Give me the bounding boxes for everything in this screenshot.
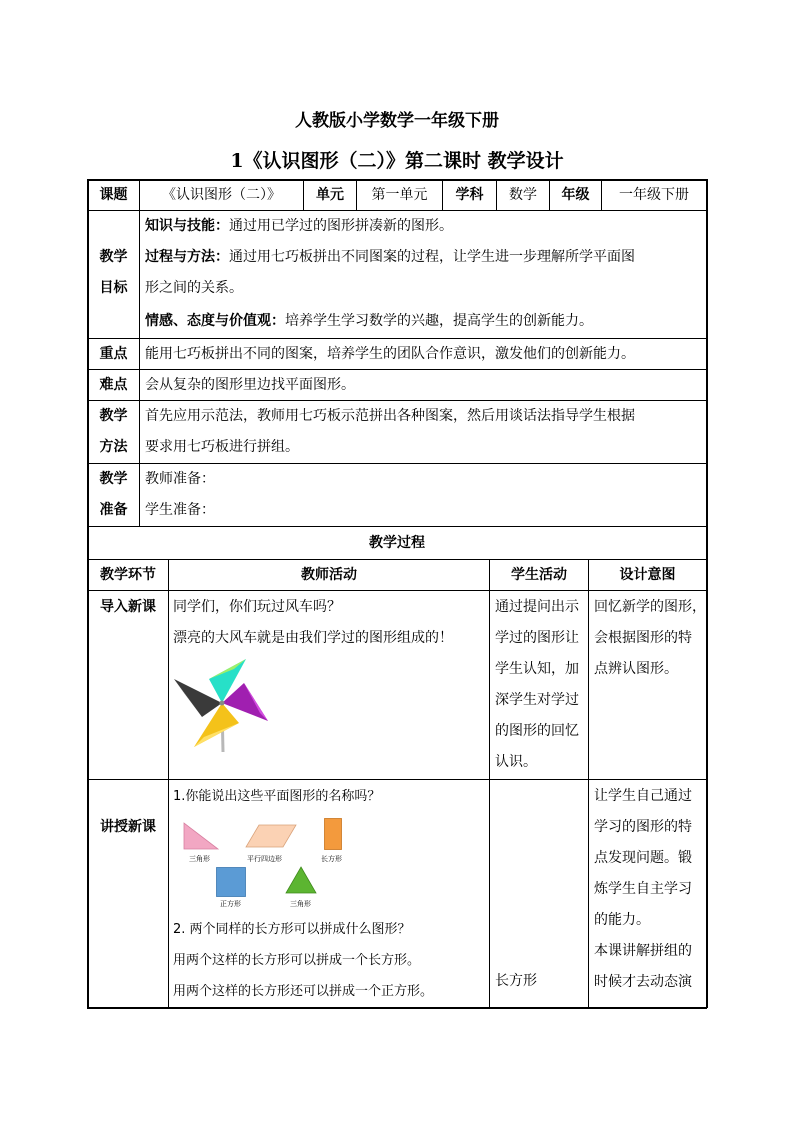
shape-caption-triangle-1: 三角形: [189, 855, 210, 863]
topic-value: 《认识图形（二）》: [162, 186, 281, 203]
parallelogram-shape: [245, 824, 297, 848]
header-stage: 教学环节: [100, 566, 156, 583]
new-lesson-intent: 让学生自己通过 学习的图形的特 点发现问题。锻 炼学生自主学习 的能力。 本课讲解拼组的 时候才去动态演: [594, 788, 692, 990]
keypoint-label: 重点: [99, 345, 128, 362]
topic-label: 课题: [99, 186, 128, 203]
subject-label: 学科: [455, 186, 484, 203]
header-intent: 设计意图: [619, 566, 676, 583]
shape-caption-parallelogram: 平行四边形: [247, 855, 282, 863]
prep-label: [88, 464, 139, 526]
method-label-line2: 方法: [99, 439, 128, 455]
intro-student: 通过提问出示 学过的图形让 学生认知，加 深学生对学过 的图形的回忆 认识。: [495, 599, 579, 770]
pinwheel-image: [172, 655, 272, 755]
rectangle-orange-shape: [324, 818, 342, 850]
goals-label: [88, 242, 139, 304]
shape-caption-triangle-2: 三角形: [290, 900, 311, 908]
subject-value: 数学: [509, 186, 537, 203]
goal-knowledge: 知识与技能：通过用已学过的图形拼凑新的图形。: [145, 218, 453, 234]
document-title: 人教版小学数学一年级下册: [295, 111, 499, 131]
prep-label-line1: 教学: [99, 471, 128, 487]
goal-emotion: 情感、态度与价值观：培养学生学习数学的兴趣，提高学生的创新能力。: [145, 313, 593, 329]
new-lesson-a1: 用两个这样的长方形可以拼成一个长方形。: [173, 953, 421, 968]
prep-teacher: 教师准备：: [145, 471, 215, 487]
shape-caption-rectangle: 长方形: [321, 855, 342, 863]
keypoint-text: 能用七巧板拼出不同的图案，培养学生的团队合作意识，激发他们的创新能力。: [145, 346, 635, 362]
intro-stage: 导入新课: [100, 599, 156, 615]
difficulty-label: 难点: [99, 376, 128, 393]
method-label: [88, 401, 139, 463]
unit-value: 第一单元: [371, 186, 428, 203]
goal-process-cont: 形之间的关系。: [145, 280, 243, 296]
document-subtitle: 1《认识图形（二）》第二课时 教学设计: [230, 150, 564, 172]
goals-label-line2: 目标: [99, 280, 128, 296]
header-teacher: 教师活动: [301, 566, 357, 583]
prep-label-line2: 准备: [99, 502, 128, 518]
intro-teacher-2: 漂亮的大风车就是由我们学过的图形组成的！: [173, 630, 453, 646]
grade-label: 年级: [561, 186, 590, 203]
method-text-1: 首先应用示范法，教师用七巧板示范拼出各种图案，然后用谈话法指导学生根据: [145, 408, 635, 424]
method-label-line1: 教学: [99, 408, 128, 424]
new-lesson-q2: 2. 两个同样的长方形可以拼成什么图形？: [173, 922, 411, 937]
intro-intent: 回忆新学的图形， 会根据图形的特 点辨认图形。: [594, 599, 706, 677]
new-lesson-q1: 1.你能说出这些平面图形的名称吗？: [173, 789, 381, 804]
prep-student: 学生准备：: [145, 502, 215, 518]
method-text-2: 要求用七巧板进行拼组。: [145, 439, 299, 455]
intro-teacher-1: 同学们，你们玩过风车吗？: [173, 599, 341, 615]
grade-value: 一年级下册: [619, 186, 689, 203]
goal-process: 过程与方法：通过用七巧板拼出不同图案的过程，让学生进一步理解所学平面图: [145, 249, 635, 265]
process-title: 教学过程: [369, 534, 425, 551]
square-blue-shape: [216, 867, 246, 897]
goals-label-line1: 教学: [99, 249, 128, 265]
new-lesson-student: 长方形: [495, 973, 537, 989]
new-lesson-stage: 讲授新课: [100, 819, 156, 835]
unit-label: 单元: [316, 186, 344, 203]
triangle-pink-shape: [183, 822, 219, 850]
difficulty-text: 会从复杂的图形里边找平面图形。: [145, 377, 355, 393]
new-lesson-a2: 用两个这样的长方形还可以拼成一个正方形。: [173, 984, 434, 999]
header-student: 学生活动: [511, 566, 567, 583]
shape-caption-square: 正方形: [220, 900, 241, 908]
triangle-green-shape: [285, 866, 317, 894]
